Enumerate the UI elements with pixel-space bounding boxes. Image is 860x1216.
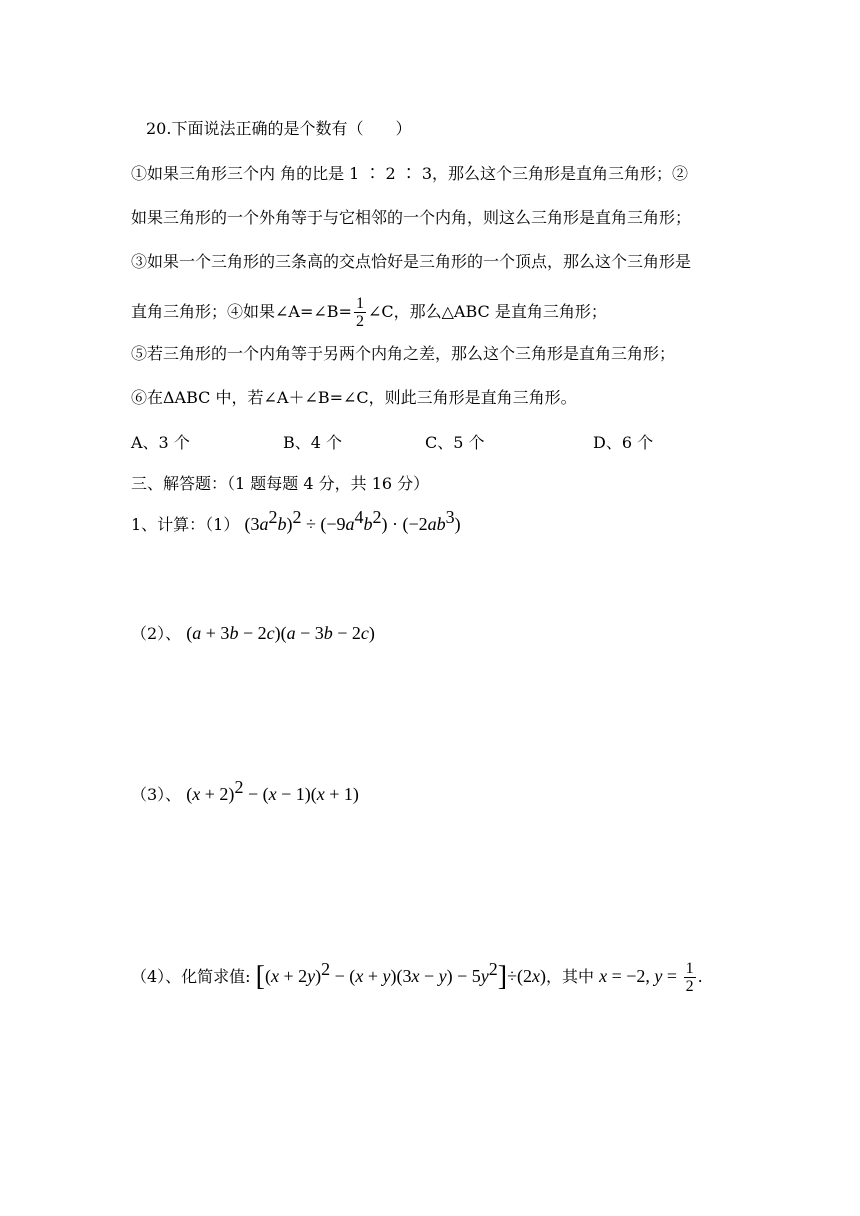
option-c: C、5 个 <box>425 433 485 452</box>
problem-4-values: x = −2, y = <box>599 966 682 986</box>
y-fraction-numerator: 1 <box>685 960 694 977</box>
problem-1 <box>131 507 461 537</box>
problem-1-label: 1、计算：（1） <box>131 515 240 534</box>
problem-4-period: . <box>697 967 703 986</box>
problem-4 <box>131 960 703 995</box>
question-20-stem: 20.下面说法正确的是个数有（ ） <box>146 119 412 138</box>
problem-1-expression: $(3a^2b)^2 \div (-9a^4b^2) \cdot (-2ab^3)$ <box>244 507 461 534</box>
line-4-text-a: 直角三角形；④如果∠A=∠B= <box>131 302 352 321</box>
question-20-line-3: ③如果一个三角形的三条高的交点恰好是三角形的一个顶点，那么这个三角形是 <box>131 252 692 271</box>
one-half-fraction <box>354 295 366 330</box>
y-fraction-denominator: 2 <box>685 978 694 995</box>
fraction-numerator: 1 <box>355 295 364 312</box>
question-20-line-6: ⑥在ΔABC 中，若∠A＋∠B=∠C，则此三角形是直角三角形。 <box>131 388 577 407</box>
question-20-line-4 <box>131 295 607 330</box>
option-a: A、3 个 <box>131 433 190 452</box>
problem-4-expression: $[(x + 2y)^2 - (x + y)(3x - y) - 5y^2]\div(2x)$ <box>255 959 546 992</box>
y-value-fraction <box>684 960 696 995</box>
fraction-denominator: 2 <box>355 313 364 330</box>
section-3-heading: 三、解答题：（1 题每题 4 分，共 16 分） <box>131 474 430 493</box>
problem-2-expression: (a + 3b − 2c)(a − 3b − 2c) <box>186 623 375 643</box>
question-20-line-1: ①如果三角形三个内 角的比是 1 ∶ 2 ∶ 3，那么这个三角形是直角三角形；② <box>131 164 689 183</box>
option-b: B、4 个 <box>283 433 343 452</box>
question-20-line-5: ⑤若三角形的一个内角等于另两个内角之差，那么这个三角形是直角三角形； <box>131 344 676 363</box>
problem-3 <box>131 777 359 807</box>
problem-2-label: （2）、 <box>131 624 182 643</box>
option-d: D、6 个 <box>593 433 654 452</box>
line-4-text-b: ∠C，那么△ABC 是直角三角形； <box>367 302 607 321</box>
problem-4-label: （4）、化简求值: <box>131 967 251 986</box>
problem-3-expression: $(x + 2)^2 - (x - 1)(x + 1)$ <box>186 777 359 804</box>
problem-2 <box>131 621 375 646</box>
question-20-line-2: 如果三角形的一个外角等于与它相邻的一个内角，则这么三角形是直角三角形； <box>131 208 692 227</box>
problem-4-given-text: ，其中 <box>545 967 594 986</box>
problem-3-label: （3）、 <box>131 785 182 804</box>
